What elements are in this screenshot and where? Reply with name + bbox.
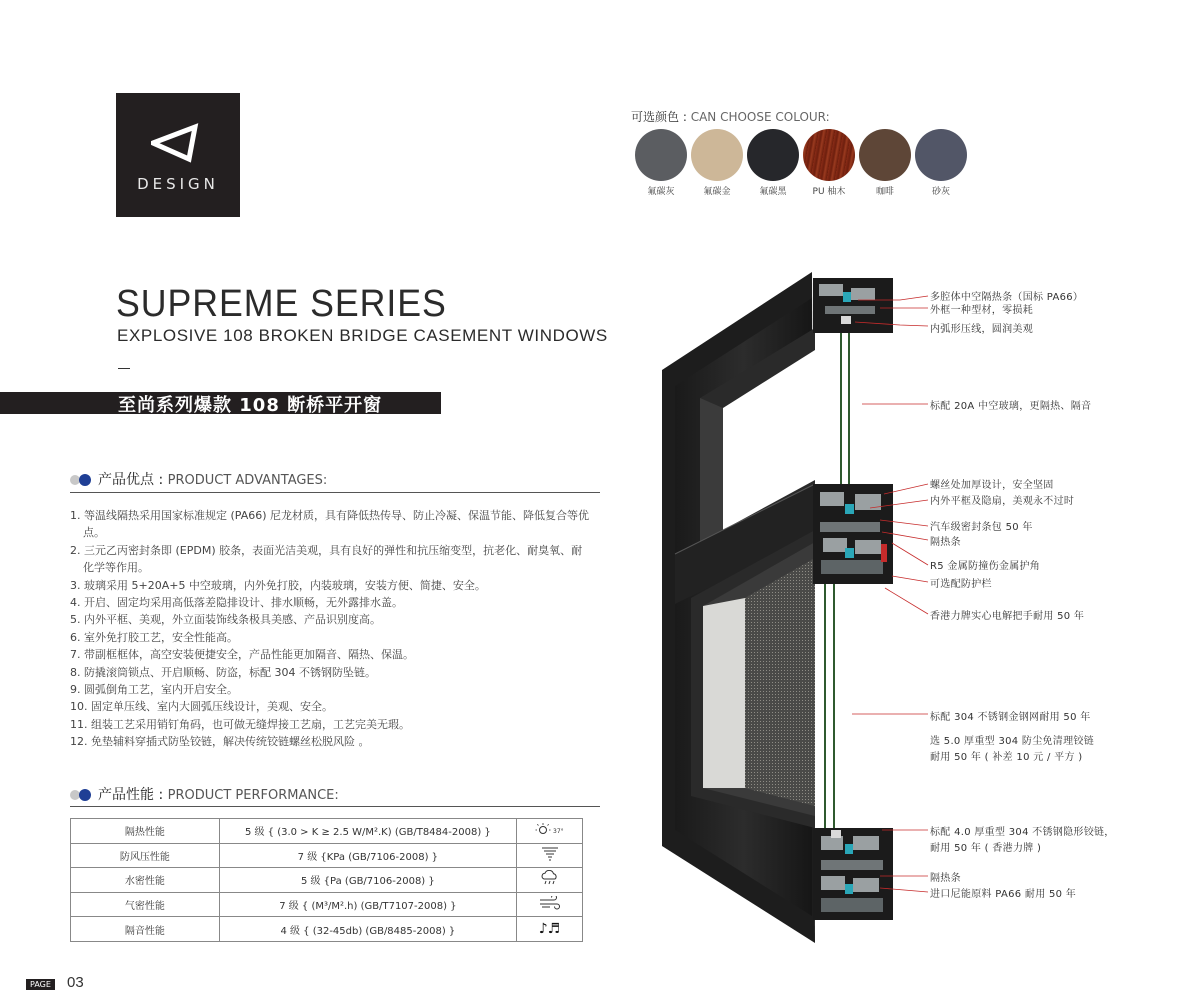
annotation-label: 选 5.0 厚重型 304 防尘免清理铰链 (930, 736, 1095, 747)
colour-label: 氟碳黑 (759, 187, 787, 197)
list-item: 8. 防撬滚筒锁点、开启顺畅、防盗，标配 304 不锈钢防坠链。 (70, 665, 376, 679)
annotation-label: 螺丝处加厚设计，安全坚固 (930, 480, 1054, 491)
list-item: 10. 固定单压线、室内大圆弧压线设计，美观、安全。 (70, 700, 333, 714)
perf-name: 气密性能 (71, 892, 220, 917)
annotation-label: 隔热条 (930, 537, 961, 548)
advantages-heading-en: PRODUCT ADVANTAGES: (167, 473, 328, 488)
performance-heading-en: PRODUCT PERFORMANCE: (167, 788, 339, 803)
series-cn-title: 至尚系列爆款 108 断桥平开窗 (118, 395, 383, 416)
annotation-label: 外框一种型材，零损耗 (930, 305, 1033, 316)
annotation-label: 耐用 50 年 ( 补差 10 元 / 平方 ) (930, 752, 1083, 763)
list-item: 5. 内外平框、美观，外立面装饰线条极具美感、产品识别度高。 (70, 613, 381, 627)
perf-name: 隔音性能 (71, 917, 220, 942)
list-item: 2. 三元乙丙密封条即 (EPDM) 胶条，表面光洁美观，具有良好的弹性和抗压缩变型，抗老化、耐臭氧、耐化学等作用。 (70, 543, 583, 575)
list-item: 12. 免垫辅料穿插式防坠铰链，解决传统铰链螺丝松脱风险 。 (70, 735, 370, 749)
perf-name: 防风压性能 (71, 843, 220, 868)
colour-label: 氟碳灰 (647, 187, 675, 197)
annotation-label: 多腔体中空隔热条（国标 PA66） (930, 292, 1084, 303)
annotation-label: 标配 20A 中空玻璃，更隔热、隔音 (930, 401, 1092, 412)
logo-text: DESIGN (137, 175, 219, 193)
colour-title-cn: 可选颜色 : (631, 110, 691, 124)
annotation-label: 汽车级密封条包 50 年 (930, 522, 1033, 533)
colour-label: 咖啡 (875, 187, 894, 197)
list-item: 4. 开启、固定均采用高低落差隐排设计、排水顺畅，无外露排水盖。 (70, 596, 403, 610)
list-item: 3. 玻璃采用 5+20A+5 中空玻璃，内外免打胶，内装玻璃，安装方便、简捷、安全。 (70, 578, 486, 592)
performance-heading-cn: 产品性能 : (98, 787, 168, 803)
list-item: 6. 室外免打胶工艺，安全性能高。 (70, 630, 238, 644)
list-item: 7. 带副框框体，高空安装便捷安全，产品性能更加隔音、隔热、保温。 (70, 648, 414, 662)
annotation-label: 隔热条 (930, 873, 961, 884)
perf-name: 水密性能 (71, 868, 220, 893)
list-item: 1. 等温线隔热采用国家标准规定 (PA66) 尼龙材质，具有降低热传导、防止冷凝、保温节能、降低复合等优点。 (70, 509, 590, 540)
annotation-label: 内外平框及隐扇，美观永不过时 (930, 496, 1075, 507)
annotation-label: 标配 304 不锈钢金钢网耐用 50 年 (930, 712, 1091, 723)
annotation-label: 可选配防护栏 (930, 579, 992, 590)
series-subtitle: EXPLOSIVE 108 BROKEN BRIDGE CASEMENT WINDOWS (117, 326, 608, 345)
colour-label: 氟碳金 (703, 187, 731, 197)
annotation-label: R5 金属防撞伤金属护角 (930, 561, 1041, 572)
perf-value: 5 级 { (3.0 > K ≥ 2.5 W/M².K) (GB/T8484-2008) } (219, 819, 516, 844)
colour-label: 砂灰 (931, 187, 950, 197)
annotation-label: 内弧形压线，圆润美观 (930, 324, 1033, 335)
list-item: 11. 组装工艺采用销钉角码，也可做无缝焊接工艺扇，工艺完美无瑕。 (70, 717, 410, 731)
perf-value: 7 级 { (M³/M².h) (GB/T7107-2008) } (219, 892, 516, 917)
page-badge: PAGE (26, 979, 55, 990)
perf-value: 7 级 {KPa (GB/7106-2008) } (219, 843, 516, 868)
perf-icon-text: 37° (552, 828, 564, 836)
annotation-label: 耐用 50 年 ( 香港力牌 ) (930, 843, 1042, 854)
perf-value: 5 级 {Pa (GB/7106-2008) } (219, 868, 516, 893)
annotation-label: 标配 4.0 厚重型 304 不锈钢隐形铰链， (930, 827, 1115, 838)
annotation-label: 进口尼能原料 PA66 耐用 50 年 (930, 889, 1077, 900)
list-item: 9. 圆弧倒角工艺，室内开启安全。 (70, 683, 238, 697)
perf-name: 隔热性能 (71, 819, 220, 844)
series-title: SUPREME SERIES (116, 283, 447, 325)
perf-value: 4 级 { (32-45db) (GB/8485-2008) } (219, 917, 516, 942)
perf-icon-text: ♪♬ (538, 921, 561, 938)
colour-title-en: CAN CHOOSE COLOUR: (690, 110, 830, 124)
advantages-heading-cn: 产品优点 : (98, 472, 168, 488)
page-number: 03 (67, 974, 84, 991)
colour-label: PU 柚木 (812, 187, 846, 197)
annotation-label: 香港力牌实心电解把手耐用 50 年 (930, 611, 1085, 622)
